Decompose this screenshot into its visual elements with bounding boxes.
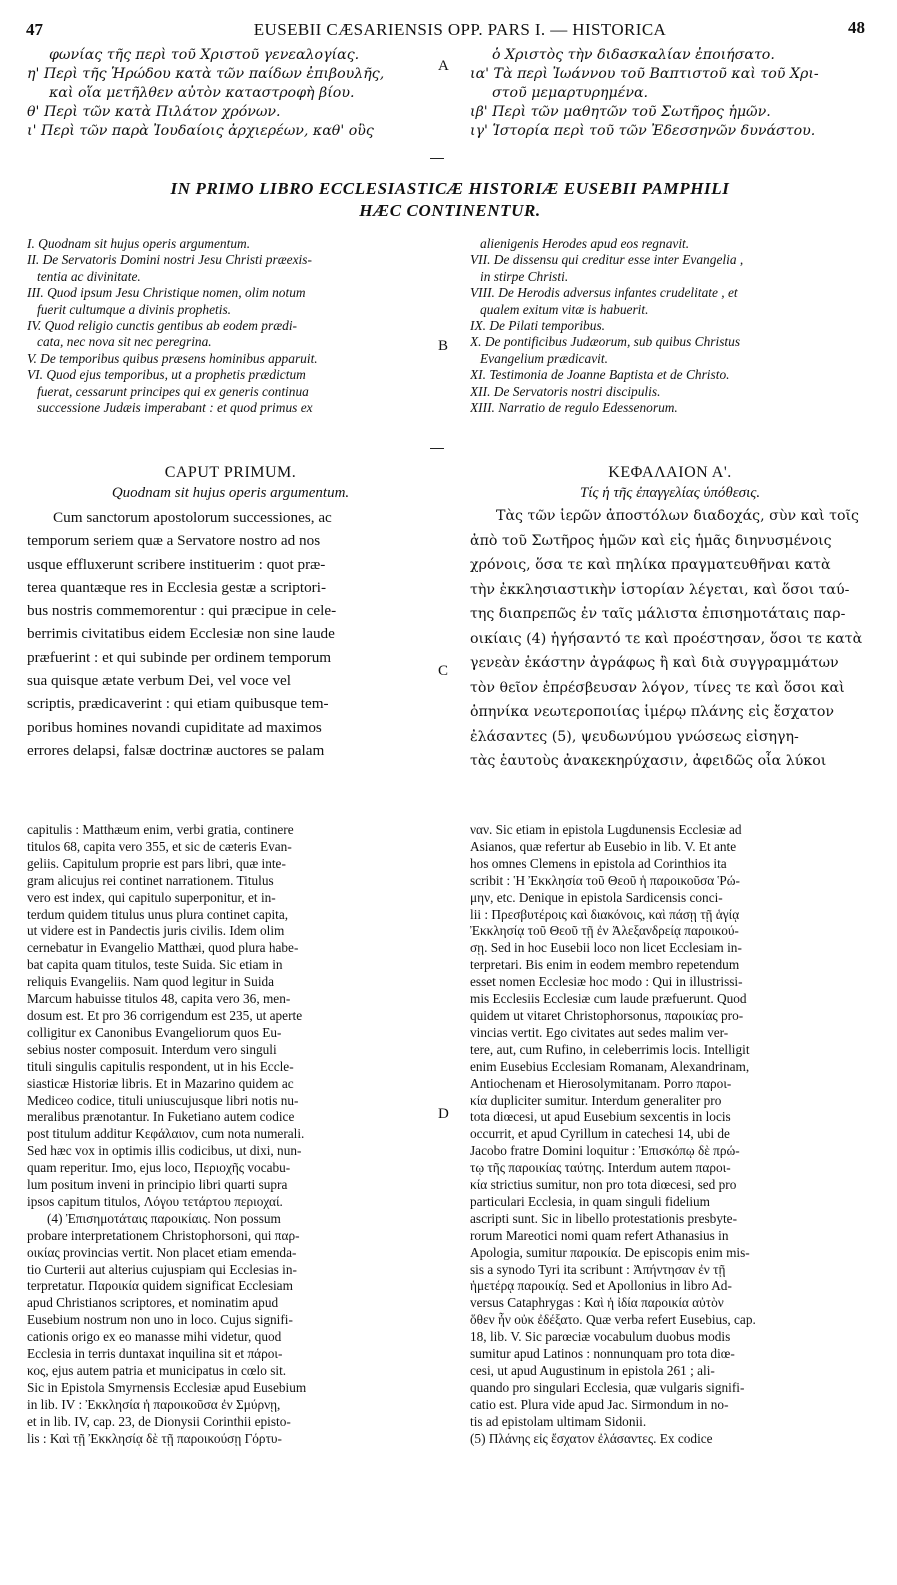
latin-toc-line: I. Quodnam sit hujus operis argumentum. xyxy=(27,236,251,251)
body-line: τὰς ἑαυτοὺς ἀνακεκηρύχασιν, ἀφειδῶς οἷα λύκοι xyxy=(470,753,827,769)
latin-toc-line: XI. Testimonia de Joanne Baptista et de Christo. xyxy=(470,367,730,383)
note-line: quidem ut vitaret Christophorsonus, παροικίας pro- xyxy=(470,1007,744,1023)
greek-toc-line: ιβ' Περὶ τῶν μαθητῶν τοῦ Σωτῆρος ἡμῶν. xyxy=(470,104,771,120)
note-line: Jacobo fratre Domini loquitur : Ἐπισκόπῳ δὲ πρώ- xyxy=(470,1143,740,1159)
chapter-right xyxy=(470,464,870,774)
note-line: terpretari. Bis enim in eodem membro repetendum xyxy=(470,957,740,973)
note-line: lis : Καὶ τῇ Ἐκκλησίᾳ δὲ τῇ παροικούσῃ Γόρτυ- xyxy=(27,1430,282,1446)
latin-toc-line: II. De Servatoris Domini nostri Jesu Christi præexis- xyxy=(27,252,312,268)
note-line: vero est index, qui capitulo superponitur, et in- xyxy=(27,889,276,905)
note-line: dosum est. Et pro 36 corrigendum est 235, ut aperte xyxy=(27,1007,303,1023)
body-line: τὴν ἐκκλησιαστικὴν ἱστορίαν λέγεται, καὶ ὅσοι ταύ- xyxy=(470,581,850,598)
note-line: Marcum habuisse titulos 48, capita vero 36, men- xyxy=(27,991,291,1007)
note-line: tio Curterii aut alterius cujuspiam qui Ecclesias in- xyxy=(27,1261,297,1277)
note-line: versus Cataphrygas : Καὶ ἡ ἰδία παροικία αὐτὸν xyxy=(470,1295,724,1311)
body-line: temporum seriem quæ a Servatore nostro ad nos xyxy=(27,532,321,550)
note-line: ὅθεν ἦν οὐκ ἐδέξατο. Quæ verba refert Eusebius, cap. xyxy=(470,1312,756,1328)
margin-letter-c: C xyxy=(438,663,449,679)
note-line: terpretatur. Παροικία quidem significat Ecclesiam xyxy=(27,1278,293,1294)
body-line: Τὰς τῶν ἱερῶν ἀποστόλων διαδοχάς, σὺν καὶ τοῖς xyxy=(496,508,860,524)
latin-toc-line: IV. Quod religio cunctis gentibus ab eodem prædi- xyxy=(27,318,298,334)
margin-letter-d: D xyxy=(438,1106,449,1122)
latin-toc-line: X. De pontificibus Judæorum, sub quibus Christus xyxy=(470,334,741,350)
page-number-left: 47 xyxy=(26,20,43,39)
latin-toc-line: VIII. De Herodis adversus infantes crudelitate , et xyxy=(470,285,738,301)
note-line: (5) Πλάνης εἰς ἔσχατον ἐλάσαντες. Ex codice xyxy=(470,1430,713,1446)
latin-toc-line: IX. De Pilati temporibus. xyxy=(470,318,606,334)
body-line: ἀπὸ τοῦ Σωτῆρος ἡμῶν καὶ εἰς ἡμᾶς διηνυσμένοις xyxy=(470,532,832,549)
chapter-left xyxy=(27,464,434,762)
note-line: quando pro singulari Ecclesia, quæ vulgaris signifi- xyxy=(470,1379,745,1395)
note-line: ἡμετέρᾳ παροικίᾳ. Sed et Apollonius in libro Ad- xyxy=(470,1278,732,1294)
note-line: rorum Mareotici nomi quam refert Athanasius in xyxy=(470,1227,729,1243)
separator-dash xyxy=(430,158,444,159)
latin-toc-line: VII. De dissensu qui creditur esse inter Evangelia , xyxy=(470,252,744,268)
note-line: titulos 68, capita vero 355, et sic de cæteris Evan- xyxy=(27,838,292,854)
latin-toc-line: fuerat, cessarunt principes qui ex generis continua xyxy=(37,383,309,399)
body-line: της διαπρεπῶς ἐν ταῖς μάλιστα ἐπισημοτάταις παρ- xyxy=(470,606,846,622)
note-line: cationis origo ex eo manasse mihi videtur, quod xyxy=(27,1329,282,1345)
body-line: οικίαις (4) ἡγήσαντό τε καὶ προέστησαν, ὅσοι τε κατὰ xyxy=(470,630,863,647)
note-line: particulari Ecclesia, in quam singuli fidelium xyxy=(470,1193,711,1209)
note-line: Sic in Epistola Smyrnensis Ecclesiæ apud Eusebium xyxy=(27,1379,307,1395)
greek-toc-line: φωνίας τῆς περὶ τοῦ Χριστοῦ γενεαλογίας. xyxy=(49,47,360,63)
latin-toc-line: in stirpe Christi. xyxy=(480,268,569,284)
note-line: catio est. Plura vide apud Jac. Sirmondum in no- xyxy=(470,1396,729,1412)
note-line: Sed hæc vox in optimis illis codicibus, ut dixi, nun- xyxy=(27,1143,302,1159)
note-line: μην, etc. Denique in epistola Sardicensis conci- xyxy=(470,889,723,905)
body-line: sua quisque ætate verbum Dei, vel voce vel xyxy=(27,672,292,690)
note-line: et in lib. IV, cap. 23, de Dionysii Corinthii episto- xyxy=(27,1413,291,1429)
note-line: esset nomen Ecclesiæ hoc modo : Qui in illustrissi- xyxy=(470,974,743,990)
note-line: ascripti sunt. Sic in libello protestationis presbyte- xyxy=(470,1210,738,1226)
note-line: κία strictius sumitur, non pro tota diœcesi, sed pro xyxy=(470,1177,737,1193)
note-line: cernebatur in Evangelio Matthæi, quod plura habe- xyxy=(27,940,299,956)
note-line: Asianos, quæ refertur ab Eusebio in lib. V. Et ante xyxy=(470,838,737,854)
greek-toc-line: καὶ οἵα μετῆλθεν αὐτὸν καταστροφὴ βίου. xyxy=(49,85,355,101)
greek-toc-line: ια' Τὰ περὶ Ἰωάννου τοῦ Βαπτιστοῦ καὶ τοῦ Χρι- xyxy=(470,66,819,82)
note-line: sumitur apud Latinos : nonnunquam pro tota diœ- xyxy=(470,1346,735,1362)
latin-toc-line: XIII. Narratio de regulo Edessenorum. xyxy=(470,400,678,416)
note-line: occurrit, et apud Cyrillum in catechesi 14, ubi de xyxy=(470,1126,730,1142)
greek-toc-line: ὁ Χριστὸς τὴν διδασκαλίαν ἐποιήσατο. xyxy=(492,47,775,63)
note-line: scribit : Ἡ Ἐκκλησία τοῦ Θεοῦ ἡ παροικοῦσα Ῥώ- xyxy=(470,872,740,888)
note-line: Ἐκκλησίᾳ τοῦ Θεοῦ τῇ ἐν Ἀλεξανδρείᾳ παροικού- xyxy=(470,923,739,939)
note-line: tota diœcesi, ut apud Eusebium sexcentis in locis xyxy=(470,1109,731,1125)
latin-toc-title-line1: IN PRIMO LIBRO ECCLESIASTICÆ HISTORIÆ EUSEBII PAMPHILI xyxy=(170,179,730,198)
body-line: Cum sanctorum apostolorum successiones, ac xyxy=(53,509,332,526)
latin-body-text xyxy=(27,506,434,762)
separator-dash xyxy=(430,448,444,449)
note-line: Ecclesia in terris duntaxat inquilina sit et πάροι- xyxy=(27,1346,283,1362)
greek-toc-line: η' Περὶ τῆς Ἡρώδου κατὰ τῶν παίδων ἐπιβουλῆς, xyxy=(27,66,385,82)
greek-toc-right xyxy=(470,46,870,141)
footnotes-right xyxy=(470,822,870,1448)
greek-toc-line: στοῦ μεμαρτυρημένα. xyxy=(492,85,649,101)
note-line: enim Eusebius Ecclesiam Romanam, Alexandrinam, xyxy=(470,1058,750,1074)
greek-body-text xyxy=(470,504,870,774)
body-line: errores delapsi, falsæ doctrinæ auctores se palam xyxy=(27,741,325,759)
body-line: γενεὰν ἑκάστην ἀγράφως ἢ καὶ διὰ συγγραμμάτων xyxy=(470,655,839,671)
note-line: hos omnes Clemens in epistola ad Corinthios ita xyxy=(470,855,727,871)
body-line: ὁπηνίκα νεωτεροποιίας ἱμέρῳ πλάνης εἰς ἔσχατον xyxy=(470,704,835,720)
note-line: οικίας provincias vertit. Non placet etiam emenda- xyxy=(27,1244,297,1260)
latin-toc-line: alienigenis Herodes apud eos regnavit. xyxy=(480,236,690,251)
latin-toc-title xyxy=(30,178,870,222)
note-line: Apologia, sumitur παροικία. De episcopis enim mis- xyxy=(470,1244,750,1260)
note-line: tituli singulis capitulis respondent, ut in his Eccle- xyxy=(27,1058,294,1074)
note-line: ut videre est in Pandectis juris civilis. Idem olim xyxy=(27,923,285,939)
note-line: capitulis : Matthæum enim, verbi gratia, continere xyxy=(27,822,294,837)
note-line: κος, ejus autem patria et municipatus in cœlo sit. xyxy=(27,1363,287,1378)
body-line: terea quantæque res in Ecclesia gestæ a scriptori- xyxy=(27,578,326,596)
note-line: lii : Πρεσβυτέροις καὶ διακόνοις, καὶ πάσῃ τῇ ἁγίᾳ xyxy=(470,906,740,922)
body-line: χρόνοις, ὅσα τε καὶ πηλίκα πραγματευθῆναι κατὰ xyxy=(470,557,831,573)
latin-toc-left xyxy=(27,236,434,416)
latin-toc-line: III. Quod ipsum Jesu Christique nomen, olim notum xyxy=(27,285,306,301)
note-line: Mediceo codice, tituli uniuscujusque libri notis nu- xyxy=(27,1092,299,1108)
note-line: mis Ecclesiis Ecclesiæ cum laude præfuerunt. Quod xyxy=(470,991,747,1007)
note-line: geliis. Capitulum proprie est pars libri, quæ inte- xyxy=(27,855,286,871)
greek-toc-line: θ' Περὶ τῶν κατὰ Πιλάτον χρόνων. xyxy=(27,104,281,120)
body-line: præfuerint : et qui subinde per ordinem temporum xyxy=(27,648,332,666)
greek-toc-line: ι' Περὶ τῶν παρὰ Ἰουδαίοις ἀρχιερέων, καθ' οὓς xyxy=(27,123,374,139)
latin-toc-right xyxy=(470,236,870,416)
note-line: κία dupliciter sumitur. Interdum generaliter pro xyxy=(470,1092,722,1108)
note-line: post titulum additur Κεφάλαιον, cum nota numerali. xyxy=(27,1126,305,1142)
chapter-subtitle-latin: Quodnam sit hujus operis argumentum. xyxy=(111,485,350,501)
note-line: gram alicujus rei continet narrationem. Titulus xyxy=(27,872,274,888)
note-line: Eusebium nostrum non uno in loco. Cujus signifi- xyxy=(27,1312,293,1328)
running-title: EUSEBII CÆSARIENSIS OPP. PARS I. — HISTORICA xyxy=(253,20,667,39)
note-line: probare interpretationem Christophorsoni, qui παρ- xyxy=(27,1227,300,1243)
note-line: tere, aut, cum Rufino, in celeberrimis locis. Intelligit xyxy=(470,1041,750,1057)
note-line: ipsos capitum titulos, Λόγου τετάρτου περιοχαί. xyxy=(27,1193,283,1209)
note-line: meralibus prænotantur. In Fuketiano autem codice xyxy=(27,1109,295,1125)
margin-letter-a: A xyxy=(438,58,449,74)
note-line: terdum quidem titulus unus plura continet capita, xyxy=(27,906,289,922)
note-line: sis a synodo Tyri ita scribunt : Ἀπήντησαν ἐν τῇ xyxy=(470,1261,726,1277)
note-line: bat capita quam titulos, teste Suida. Sic etiam in xyxy=(27,957,283,973)
footnotes-left xyxy=(27,822,434,1448)
latin-toc-line: XII. De Servatoris nostri discipulis. xyxy=(470,383,661,399)
latin-toc-line: successione Judæis imperabant : et quod primus ex xyxy=(37,400,313,416)
note-line: apud Christianos scriptores, et nominatim apud xyxy=(27,1295,279,1311)
note-line: vincias vertit. Ego civitates aut sedes malim ver- xyxy=(470,1024,729,1040)
greek-toc-line: ιγ' Ἱστορία περὶ τοῦ τῶν Ἐδεσσηνῶν δυνάστου. xyxy=(470,123,816,139)
note-line: tis ad epistolam ultimam Sidonii. xyxy=(470,1413,647,1429)
latin-toc-line: Evangelium prædicavit. xyxy=(480,350,608,366)
note-line: siasticæ Historiæ libris. Et in Mazarino quidem ac xyxy=(27,1075,294,1091)
greek-toc-left xyxy=(27,46,434,141)
note-line: reliquis Evangeliis. Nam quod legitur in Suida xyxy=(27,974,275,990)
body-line: usque effluxerunt scribere instituerim : quot præ- xyxy=(27,555,326,573)
note-line: ναν. Sic etiam in epistola Lugdunensis Ecclesiæ ad xyxy=(470,822,742,837)
chapter-subtitle-greek: Τίς ἡ τῆς ἐπαγγελίας ὑπόθεσις. xyxy=(579,485,761,501)
latin-toc-line: V. De temporibus quibus præsens hominibus apparuit. xyxy=(27,350,318,366)
margin-letter-b: B xyxy=(438,338,449,354)
latin-toc-line: VI. Quod ejus temporibus, ut a prophetis prædictum xyxy=(27,367,306,383)
note-line: colligitur ex Canonibus Evangeliorum quos Eu- xyxy=(27,1024,282,1040)
chapter-heading-latin: CAPUT PRIMUM. xyxy=(164,464,297,481)
latin-toc-line: tentia ac divinitate. xyxy=(37,268,141,284)
note-line: sebius noster composuit. Interdum vero singuli xyxy=(27,1041,277,1057)
note-line: quam reperitur. Imo, ejus loco, Περιοχῆς vocabu- xyxy=(27,1160,291,1176)
note-line: σῃ. Sed in hoc Eusebii loco non licet Ecclesiam in- xyxy=(470,940,742,956)
note-line: 18, lib. V. Sic parœciæ vocabulum duobus modis xyxy=(470,1329,731,1345)
note-line: τῳ τῆς παροικίας ταύτης. Interdum autem παροι- xyxy=(470,1160,731,1176)
body-line: scriptis, prædicaverint : qui etiam quibusque tem- xyxy=(27,695,329,713)
latin-toc-line: qualem exitum vitæ is habuerit. xyxy=(480,301,649,317)
note-line: lum positum inveni in principio libri quarti supra xyxy=(27,1177,288,1193)
latin-toc-line: cata, nec nova sit nec peregrina. xyxy=(37,334,212,350)
body-line: ἐλάσαντες (5), ψευδωνύμου γνώσεως εἰσηγη- xyxy=(470,728,799,745)
latin-toc-line: fuerit cultumque a divinis prophetis. xyxy=(37,301,232,317)
body-line: poribus homines novandi cupiditate ad maximos xyxy=(27,718,322,736)
note-line: Antiochenam et Hierosolymitanam. Porro παροι- xyxy=(470,1075,732,1091)
note-line: cesi, ut apud Augustinum in epistola 261 ; ali- xyxy=(470,1363,715,1378)
body-line: bus nostris commemorentur : qui præcipue in cele- xyxy=(27,602,337,620)
page-number-right: 48 xyxy=(848,18,865,37)
note-line: in lib. IV : Ἐκκλησία ἡ παροικοῦσα ἐν Σμύρνῃ, xyxy=(27,1396,281,1412)
chapter-heading-greek: ΚΕΦΑΛΑΙΟΝ Α'. xyxy=(608,464,732,481)
note-line: (4) Ἐπισημοτάταις παροικίαις. Non possum xyxy=(47,1210,281,1226)
body-line: τὸν θεῖον ἐπρέσβευσαν λόγον, τίνες τε καὶ ὅσοι καὶ xyxy=(470,679,845,696)
latin-toc-title-line2: HÆC CONTINENTUR. xyxy=(359,201,541,220)
body-line: berrimis civitatibus eidem Ecclesiæ non sine laude xyxy=(27,625,335,643)
